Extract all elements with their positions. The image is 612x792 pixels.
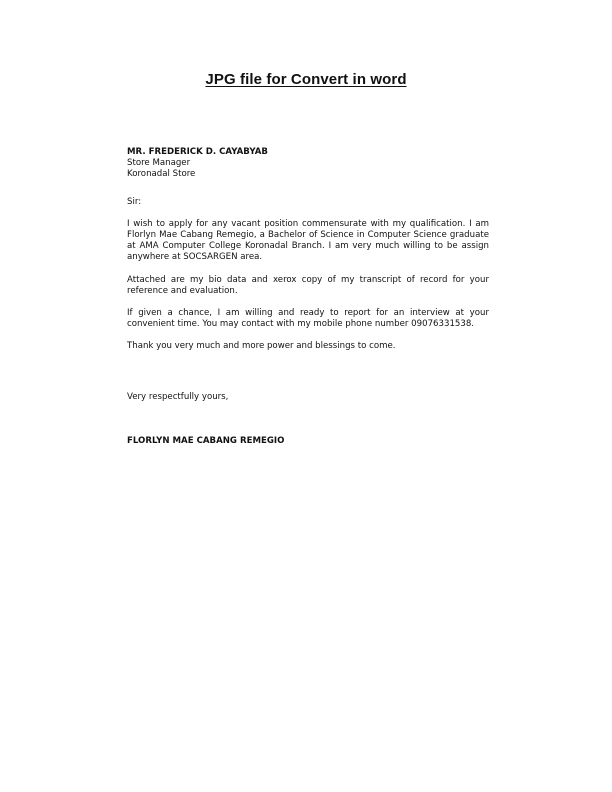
recipient-position: Store Manager: [127, 158, 191, 169]
signature-name: FLORLYN MAE CABANG REMEGIO: [127, 435, 285, 446]
closing: Very respectfully yours,: [127, 391, 229, 402]
recipient-name: MR. FREDERICK D. CAYABYAB: [127, 147, 268, 157]
recipient-store: Koronadal Store: [127, 169, 196, 180]
paragraph-attachments: Attached are my bio data and xerox copy of my transcript of record for your reference and evaluation.: [127, 274, 489, 296]
paragraph-application: I wish to apply for any vacant position commensurate with my qualification. I am Florlyn Mae Cabang Remegio, a Bachelor of Science in Computer Science graduate at AMA Computer College Koronadal Branch. I am very much willing to be assign anywhere at SOCSARGEN area.: [127, 218, 489, 263]
paragraph-thanks: Thank you very much and more power and blessings to come.: [127, 341, 396, 352]
paragraph-contact: If given a chance, I am willing and ready to report for an interview at your convenient time. You may contact with my mobile phone number 09076331538.: [127, 308, 489, 330]
letter-body: [127, 147, 489, 447]
salutation: Sir:: [127, 196, 142, 207]
page-title: JPG file for Convert in word: [205, 71, 407, 88]
